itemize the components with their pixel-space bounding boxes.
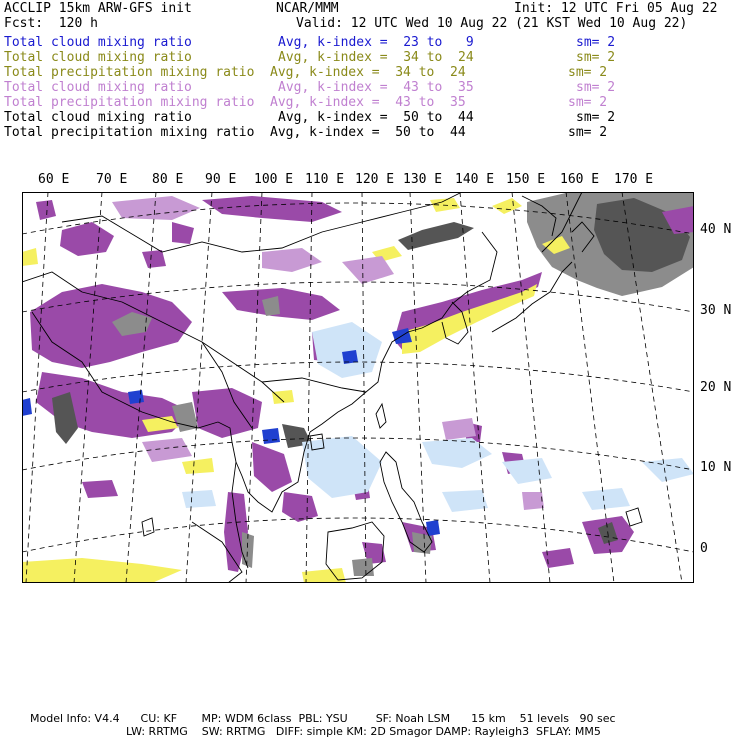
center-label: NCAR/MMM xyxy=(276,1,339,16)
lat-label: 30 N xyxy=(700,303,732,318)
lat-label: 20 N xyxy=(700,380,732,395)
valid-time: Valid: 12 UTC Wed 10 Aug 22 (21 KST Wed 10 Aug 22) xyxy=(296,16,688,31)
legend-avg: Avg, k-index = 50 to 44 xyxy=(278,110,474,125)
legend-avg: Avg, k-index = 50 to 44 xyxy=(270,125,466,140)
model-info-line1: Model Info: V4.4 CU: KF MP: WDM 6class PBL: YSU SF: Noah LSM 15 km 51 levels 90 sec xyxy=(30,712,616,725)
lon-label: 160 E xyxy=(560,172,600,187)
lon-label: 60 E xyxy=(38,172,70,187)
model-title: ACCLIP 15km ARW-GFS init xyxy=(4,1,192,16)
lon-label: 140 E xyxy=(455,172,495,187)
lon-label: 90 E xyxy=(205,172,237,187)
legend-sm: sm= 2 xyxy=(576,110,616,125)
legend-sm: sm= 2 xyxy=(568,125,608,140)
forecast-hour: Fcst: 120 h xyxy=(4,16,98,31)
legend-sm: sm= 2 xyxy=(576,50,616,65)
legend-field: Total precipitation mixing ratio xyxy=(4,65,255,80)
legend-sm: sm= 2 xyxy=(576,35,616,50)
legend-field: Total precipitation mixing ratio xyxy=(4,125,255,140)
lat-label: 0 xyxy=(700,541,708,556)
lon-label: 150 E xyxy=(506,172,546,187)
forecast-map xyxy=(22,192,694,583)
lat-label: 40 N xyxy=(700,222,732,237)
legend-sm: sm= 2 xyxy=(576,80,616,95)
legend-sm: sm= 2 xyxy=(568,65,608,80)
legend-avg: Avg, k-index = 43 to 35 xyxy=(270,95,466,110)
model-info-line2: LW: RRTMG SW: RRTMG DIFF: simple KM: 2D Smagor DAMP: Rayleigh3 SFLAY: MM5 xyxy=(126,725,601,738)
lon-label: 170 E xyxy=(614,172,654,187)
lon-label: 130 E xyxy=(403,172,443,187)
lon-label: 120 E xyxy=(355,172,395,187)
legend-field: Total precipitation mixing ratio xyxy=(4,95,255,110)
legend-avg: Avg, k-index = 43 to 35 xyxy=(278,80,474,95)
lon-label: 70 E xyxy=(96,172,128,187)
lon-label: 110 E xyxy=(305,172,345,187)
legend-sm: sm= 2 xyxy=(568,95,608,110)
init-time: Init: 12 UTC Fri 05 Aug 22 xyxy=(514,1,718,16)
legend-field: Total cloud mixing ratio xyxy=(4,35,192,50)
legend-avg: Avg, k-index = 23 to 9 xyxy=(278,35,474,50)
legend-avg: Avg, k-index = 34 to 24 xyxy=(270,65,466,80)
legend-avg: Avg, k-index = 34 to 24 xyxy=(278,50,474,65)
lon-label: 80 E xyxy=(152,172,184,187)
legend-field: Total cloud mixing ratio xyxy=(4,50,192,65)
legend-field: Total cloud mixing ratio xyxy=(4,80,192,95)
lat-label: 10 N xyxy=(700,460,732,475)
legend-field: Total cloud mixing ratio xyxy=(4,110,192,125)
lon-label: 100 E xyxy=(254,172,294,187)
